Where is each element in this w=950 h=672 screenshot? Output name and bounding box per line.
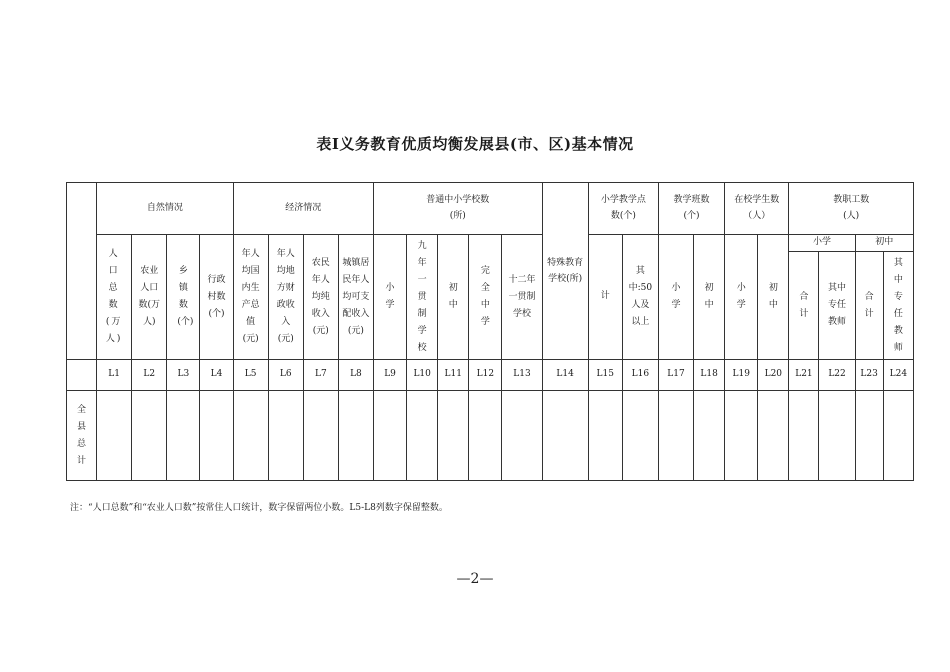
group-points: [588, 183, 658, 235]
col-L11: 初中: [438, 235, 469, 360]
col-L9: 小学: [374, 235, 407, 360]
code-cell: L8: [338, 360, 373, 391]
code-cell: L4: [200, 360, 233, 391]
code-cell: L21: [789, 360, 819, 391]
code-cell: L15: [588, 360, 622, 391]
col-L21: 合计: [789, 252, 819, 360]
data-cell[interactable]: [725, 391, 758, 481]
code-cell: L7: [303, 360, 338, 391]
data-cell[interactable]: [883, 391, 913, 481]
group-schools-line2: (所): [449, 210, 466, 221]
data-cell[interactable]: [268, 391, 303, 481]
code-cell: L6: [268, 360, 303, 391]
data-cell[interactable]: [132, 391, 167, 481]
group-economic: 经济情况: [233, 183, 373, 235]
code-cell: L11: [438, 360, 469, 391]
code-cell: L9: [374, 360, 407, 391]
group-points-line1: 小学教学点: [600, 195, 646, 205]
data-cell[interactable]: [438, 391, 469, 481]
group-students-line1: 在校学生数: [734, 195, 780, 205]
code-cell: L5: [233, 360, 268, 391]
col-L22: 其中专任教师: [819, 252, 855, 360]
data-cell[interactable]: [789, 391, 819, 481]
data-cell[interactable]: [855, 391, 883, 481]
data-cell[interactable]: [502, 391, 542, 481]
col-L19: 小学: [725, 235, 758, 360]
col-L15: 计: [588, 235, 622, 360]
col-L10: 九年一贯制学校: [407, 235, 438, 360]
data-cell[interactable]: [374, 391, 407, 481]
data-cell[interactable]: [622, 391, 658, 481]
group-classes-line1: 教学班数: [673, 195, 710, 205]
data-cell[interactable]: [658, 391, 693, 481]
data-cell[interactable]: [167, 391, 200, 481]
col-L4: 行政村数(个): [200, 235, 233, 360]
data-cell[interactable]: [97, 391, 132, 481]
col-L12: 完全中学: [469, 235, 502, 360]
code-cell: L12: [469, 360, 502, 391]
staff-junior: 初中: [855, 235, 913, 252]
group-natural: 自然情况: [97, 183, 233, 235]
group-staff: [789, 183, 914, 235]
col-L20: 初中: [758, 235, 789, 360]
col-L6: 年人均地方财政收入(元): [268, 235, 303, 360]
col-L1: 人口总数(万人): [97, 235, 132, 360]
data-row-county-total: [67, 391, 914, 481]
group-staff-line2: (人): [843, 210, 860, 221]
data-cell[interactable]: [338, 391, 373, 481]
code-cell: L16: [622, 360, 658, 391]
data-cell[interactable]: [694, 391, 725, 481]
group-staff-line1: 教职工数: [833, 195, 870, 205]
row-label: 全县总计: [67, 391, 97, 481]
data-cell[interactable]: [200, 391, 233, 481]
data-cell[interactable]: [758, 391, 789, 481]
col-L23: 合计: [855, 252, 883, 360]
group-students-line2: （人）: [743, 210, 771, 221]
group-points-line2: 数(个): [610, 210, 636, 221]
code-cell: L3: [167, 360, 200, 391]
data-cell[interactable]: [819, 391, 855, 481]
data-cell[interactable]: [303, 391, 338, 481]
code-cell: L13: [502, 360, 542, 391]
data-cell[interactable]: [233, 391, 268, 481]
table-note: 注：“人口总数”和“农业人口数”按常住人口统计，数字保留两位小数。L5-L8列数字保留整数。: [70, 503, 448, 513]
group-classes-line2: (个): [683, 210, 700, 221]
data-cell[interactable]: [469, 391, 502, 481]
col-L13: 十二年一贯制学校: [502, 235, 542, 360]
table-title: 表Ⅰ义务教育优质均衡发展县(市、区)基本情况: [316, 135, 634, 153]
col-L18: 初中: [694, 235, 725, 360]
data-cell[interactable]: [588, 391, 622, 481]
code-cell-blank: [67, 360, 97, 391]
col-L16: 其中:50人及以上: [622, 235, 658, 360]
code-cell: L1: [97, 360, 132, 391]
data-cell[interactable]: [407, 391, 438, 481]
group-students: [725, 183, 789, 235]
page-number: —2—: [456, 571, 494, 587]
staff-primary: 小学: [789, 235, 855, 252]
col-L5: 年人均国内生产总值(元): [233, 235, 268, 360]
corner-cell: [67, 183, 97, 360]
code-row: [67, 360, 914, 391]
group-schools-line1: 普通中小学校数: [426, 195, 490, 205]
basic-info-table: [66, 182, 914, 481]
data-cell[interactable]: [542, 391, 588, 481]
col-L17: 小学: [658, 235, 693, 360]
code-cell: L10: [407, 360, 438, 391]
group-classes: [658, 183, 724, 235]
code-cell: L19: [725, 360, 758, 391]
col-L2: 农业人口数(万人): [132, 235, 167, 360]
code-cell: L14: [542, 360, 588, 391]
col-L3: 乡镇数(个): [167, 235, 200, 360]
col-L7: 农民年人均纯收入(元): [303, 235, 338, 360]
code-cell: L20: [758, 360, 789, 391]
code-cell: L17: [658, 360, 693, 391]
code-cell: L18: [694, 360, 725, 391]
code-cell: L24: [883, 360, 913, 391]
col-L24: 其中专任教师: [883, 252, 913, 360]
group-schools: [374, 183, 543, 235]
col-L8: 城镇居民年人均可支配收入(元): [338, 235, 373, 360]
code-cell: L22: [819, 360, 855, 391]
code-cell: L23: [855, 360, 883, 391]
col-L14-special: 特殊教育学校(所): [542, 183, 588, 360]
code-cell: L2: [132, 360, 167, 391]
